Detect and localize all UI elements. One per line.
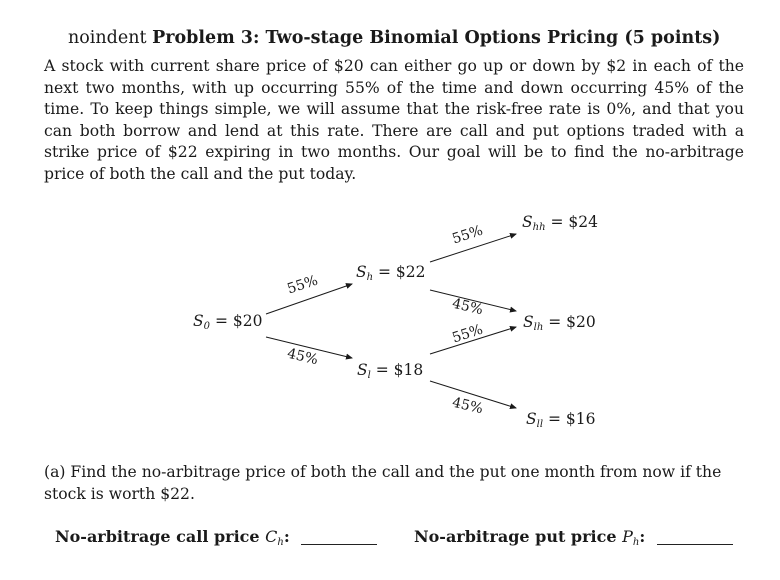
problem-title: Problem 3: Two-stage Binomial Options Pricing (5 points): [152, 28, 721, 48]
put-price-blank[interactable]: [657, 544, 733, 545]
put-price-answer: No-arbitrage put price $P_h$:: [414, 527, 733, 548]
heading-prefix: noindent: [68, 28, 147, 48]
call-price-answer: No-arbitrage call price $C_h$:: [55, 527, 377, 548]
prob-hh: 55%: [450, 222, 485, 248]
call-price-blank[interactable]: [301, 544, 377, 545]
prob-ll: 45%: [450, 394, 485, 418]
prob-hl: 45%: [450, 295, 485, 319]
prob-up-1: 55%: [285, 272, 320, 298]
node-sh: $S_h$ = $22: [356, 263, 426, 283]
part-a-question: (a) Find the no-arbitrage price of both the call and the put one month from now if the stock is worth $22.: [44, 463, 722, 503]
node-shh: $S_{hh}$ = $24: [522, 213, 598, 233]
node-sl: $S_l$ = $18: [357, 361, 424, 381]
node-slh: $S_{lh}$ = $20: [523, 313, 596, 333]
node-s0: $S_0$ = $20: [193, 312, 263, 332]
problem-intro: A stock with current share price of $20 can either go up or down by $2 in each of the next two months, with up occurring 55% of the time and down occurring 45% of the time. To keep things simple, we will assume that the risk-free rate is 0%, and that you can both borrow and lend at this rate. There are call and put options traded with a strike price of $22 expiring in two months. Our goal will be to find the no-arbitrage price of both the call and the put today.: [44, 57, 744, 183]
prob-lh: 55%: [450, 321, 485, 347]
node-sll: $S_{ll}$ = $16: [526, 410, 596, 430]
prob-down-1: 45%: [285, 345, 320, 369]
